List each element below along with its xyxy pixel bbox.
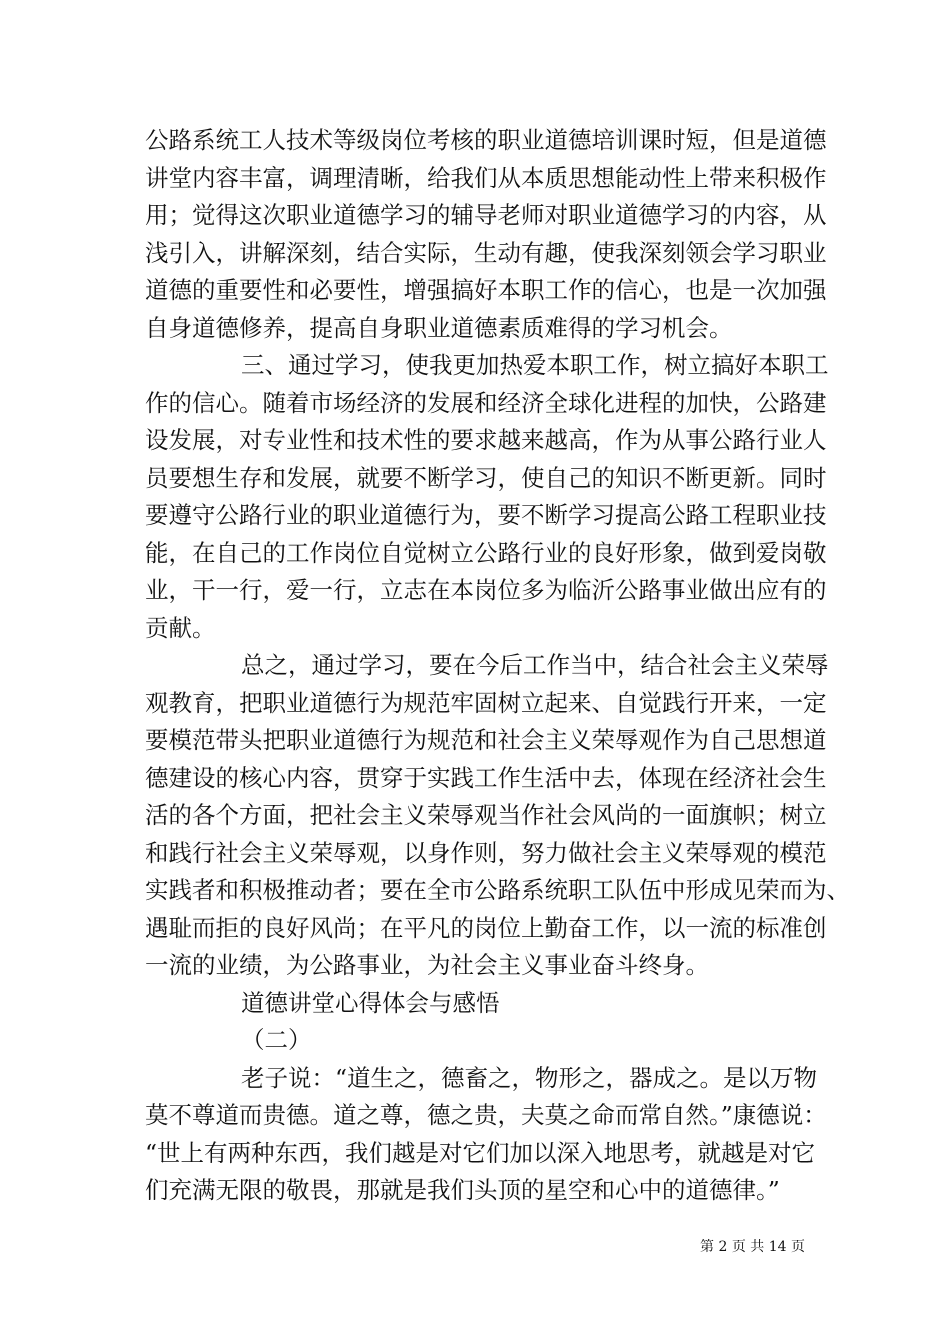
text-line: 员要想生存和发展，就要不断学习，使自己的知识不断更新。同时 (145, 463, 827, 492)
text-line: 总之，通过学习，要在今后工作当中，结合社会主义荣辱 (241, 651, 829, 679)
text-line: 要模范带头把职业道德行为规范和社会主义荣辱观作为自己思想道 (145, 726, 827, 754)
document-body (145, 122, 850, 1210)
text-line: 遇耻而拒的良好风尚；在平凡的岗位上勤奋工作，以一流的标准创 (145, 913, 827, 942)
section-title: 道德讲堂心得体会与感悟 (241, 988, 500, 1017)
page-footer: 第 2 页 共 14 页 (700, 1239, 805, 1255)
text-line: 浅引入，讲解深刻，结合实际，生动有趣，使我深刻领会学习职业 (145, 238, 827, 267)
text-line: 公路系统工人技术等级岗位考核的职业道德培训课时短，但是道德 (145, 126, 827, 154)
text-line: 自身道德修养，提高自身职业道德素质难得的学习机会。 (145, 313, 733, 342)
text-line: 道德的重要性和必要性，增强搞好本职工作的信心，也是一次加强 (145, 276, 827, 304)
text-line: 用；觉得这次职业道德学习的辅导老师对职业道德学习的内容，从 (145, 201, 827, 229)
text-line: 观教育，把职业道德行为规范牢固树立起来、自觉践行开来，一定 (145, 688, 827, 717)
text-line: 和践行社会主义荣辱观，以身作则，努力做社会主义荣辱观的模范 (145, 838, 827, 867)
text-line: 三、通过学习，使我更加热爱本职工作，树立搞好本职工 (241, 351, 829, 379)
text-line: 讲堂内容丰富，调理清晰，给我们从本质思想能动性上带来积极作 (145, 163, 827, 192)
body-text (145, 122, 850, 1210)
text-line: 作的信心。随着市场经济的发展和经济全球化进程的加快，公路建 (145, 388, 827, 417)
text-line: 德建设的核心内容，贯穿于实践工作生活中去，体现在经济社会生 (145, 763, 827, 792)
text-line: 莫不尊道而贵德。道之尊，德之贵，夫莫之命而常自然。”康德说： (145, 1101, 827, 1129)
text-line: 贡献。 (145, 613, 216, 642)
text-line: 们充满无限的敬畏，那就是我们头顶的星空和心中的道德律。” (145, 1176, 780, 1204)
text-line: 要遵守公路行业的职业道德行为，要不断学习提高公路工程职业技 (145, 501, 827, 529)
text-line: 活的各个方面，把社会主义荣辱观当作社会风尚的一面旗帜；树立 (145, 801, 827, 829)
text-line: 老子说：“道生之，德畜之，物形之，器成之。是以万物 (241, 1063, 818, 1092)
text-line: 设发展，对专业性和技术性的要求越来越高，作为从事公路行业人 (145, 426, 827, 454)
text-line: “世上有两种东西，我们越是对它们加以深入地思考，就越是对它 (145, 1138, 816, 1167)
text-line: 业，干一行，爱一行，立志在本岗位多为临沂公路事业做出应有的 (145, 576, 827, 604)
text-line: 一流的业绩，为公路事业，为社会主义事业奋斗终身。 (145, 951, 709, 979)
section-number: （二） (241, 1026, 312, 1054)
text-line: 实践者和积极推动者；要在全市公路系统职工队伍中形成见荣而为、 (145, 876, 850, 904)
text-line: 能，在自己的工作岗位自觉树立公路行业的良好形象，做到爱岗敬 (145, 538, 827, 567)
